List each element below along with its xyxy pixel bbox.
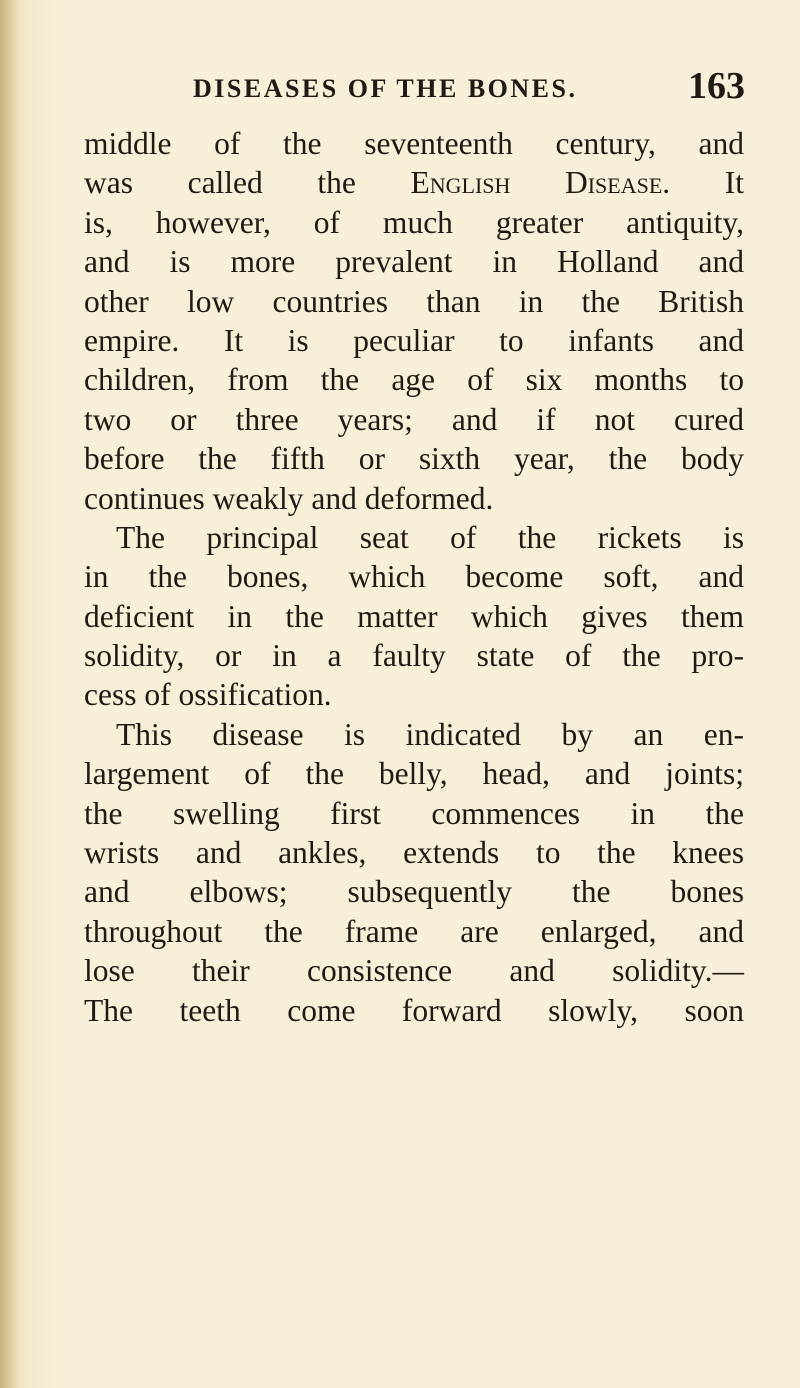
text-line: is, however, of much greater antiquity, xyxy=(84,204,744,240)
text-line: and is more prevalent in Holland and xyxy=(84,244,744,280)
text-line: in the bones, which become soft, and xyxy=(84,559,744,595)
page-number: 163 xyxy=(688,65,745,107)
paragraph-start-line: This disease is indicated by an en- xyxy=(116,716,744,752)
page-header xyxy=(0,64,800,114)
text-line xyxy=(84,163,744,202)
text-line: continues weakly and deformed. xyxy=(84,480,494,516)
body-text xyxy=(84,124,744,1030)
text-line: The teeth come forward slowly, soon xyxy=(84,992,744,1028)
text-line: other low countries than in the British xyxy=(84,283,744,319)
paragraph-start-line: The principal seat of the rickets is xyxy=(116,519,744,555)
term-english-disease: English Disease xyxy=(410,165,663,201)
text-line: the swelling first commences in the xyxy=(84,795,744,831)
text-line: solidity, or in a faulty state of the pro- xyxy=(84,638,744,674)
text-line: children, from the age of six months to xyxy=(84,362,744,398)
text-fragment: . It xyxy=(662,165,745,201)
text-line: cess of ossification. xyxy=(84,677,332,713)
text-line: lose their consistence and solidity.— xyxy=(84,953,744,989)
text-line: deficient in the matter which gives them xyxy=(84,598,744,634)
text-line: middle of the seventeenth century, and xyxy=(84,126,744,161)
text-line: and elbows; subsequently the bones xyxy=(84,874,744,910)
text-fragment: was called the xyxy=(84,165,356,201)
page-gutter-shadow xyxy=(0,0,26,1388)
text-line: two or three years; and if not cured xyxy=(84,401,744,437)
text-line: before the fifth or sixth year, the body xyxy=(84,441,744,477)
text-line: empire. It is peculiar to infants and xyxy=(84,322,744,358)
text-line: throughout the frame are enlarged, and xyxy=(84,913,744,949)
running-title: DISEASES OF THE BONES. xyxy=(193,74,578,103)
text-line: wrists and ankles, extends to the knees xyxy=(84,835,744,871)
text-line: largement of the belly, head, and joints; xyxy=(84,756,744,792)
